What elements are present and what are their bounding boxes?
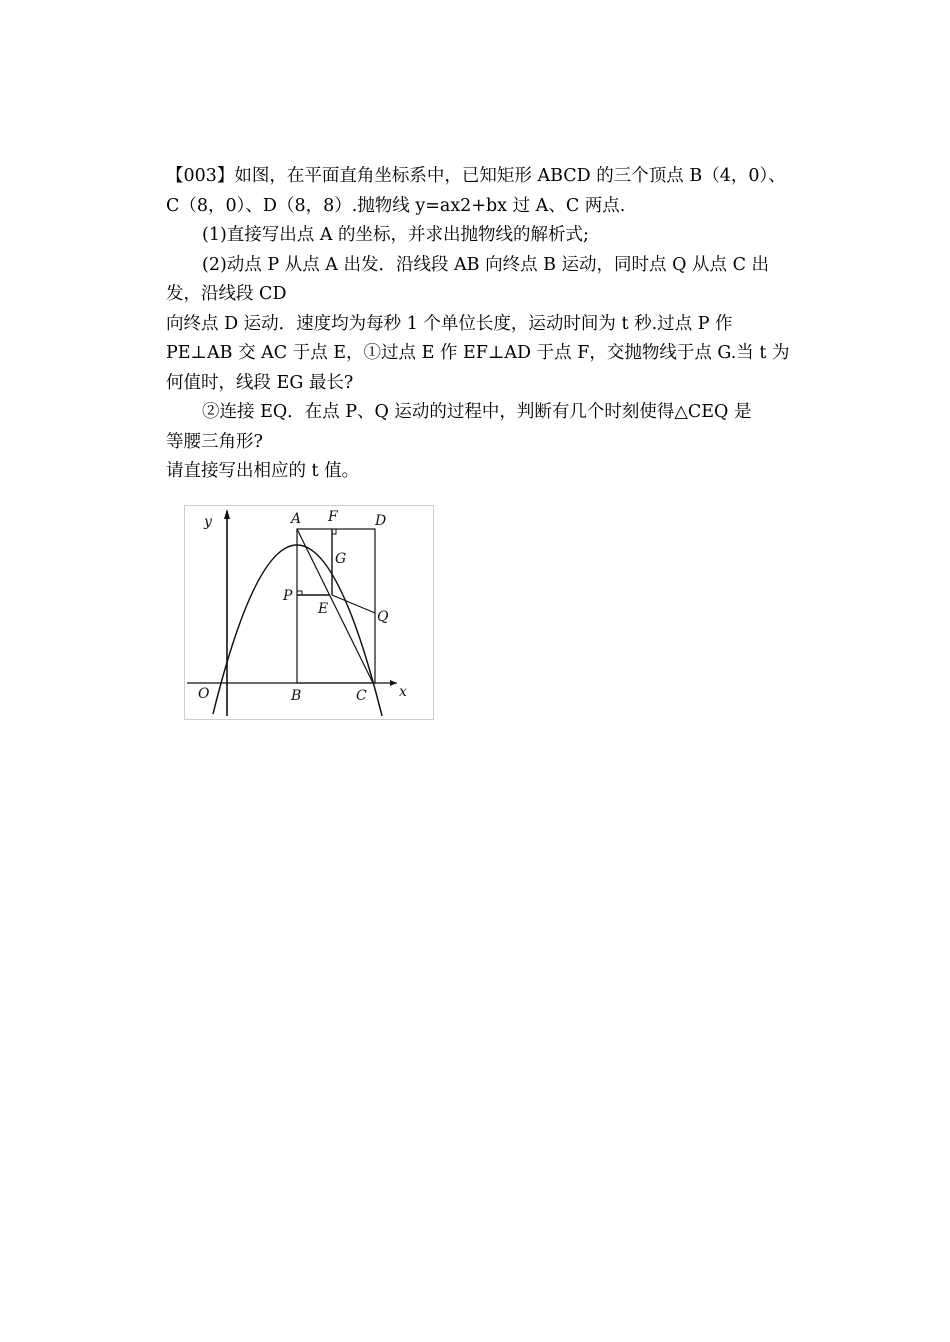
problem-line-1: 【003】如图，在平面直角坐标系中，已知矩形 ABCD 的三个顶点 B（4，0）、 — [166, 166, 786, 186]
label-e: E — [318, 601, 329, 617]
part-2-line-4: PE⊥AB 交 AC 于点 E，①过点 E 作 EF⊥AD 于点 F，交抛物线于点 G.当 t 为 — [166, 343, 790, 363]
part-1-text: (1)直接写出点 A 的坐标，并求出抛物线的解析式; — [202, 225, 589, 245]
problem-line-2: C（8，0）、D（8，8）.抛物线 y=ax2+bx 过 A、C 两点. — [166, 195, 626, 216]
part-2-line-1: (2)动点 P 从点 A 出发．沿线段 AB 向终点 B 运动，同时点 Q 从点 C 出 — [202, 254, 770, 275]
label-d: D — [375, 513, 387, 529]
y-axis-arrow — [224, 509, 230, 519]
problem-text — [166, 162, 790, 487]
x-axis-arrow — [390, 680, 397, 686]
label-f: F — [328, 509, 338, 525]
segment-eq — [332, 595, 375, 613]
part-2-line-2: 发，沿线段 CD — [166, 284, 287, 304]
label-c: C — [356, 688, 367, 704]
label-a: A — [291, 511, 302, 527]
part-2-line-5: 何值时，线段 EG 最长? — [166, 372, 354, 393]
label-b: B — [291, 688, 302, 704]
label-y: y — [204, 514, 212, 530]
part-2-line-3: 向终点 D 运动．速度均为每秒 1 个单位长度，运动时间为 t 秒.过点 P 作 — [166, 313, 733, 334]
label-q: Q — [377, 609, 389, 625]
label-x: x — [399, 684, 407, 700]
geometry-figure — [184, 505, 434, 720]
part-2-line-6: ②连接 EQ．在点 P、Q 运动的过程中，判断有几个时刻使得△CEQ 是 — [202, 402, 752, 422]
label-g: G — [335, 551, 347, 567]
part-2-line-8: 请直接写出相应的 t 值。 — [166, 461, 360, 481]
figure-svg — [185, 506, 433, 719]
label-p: P — [283, 588, 293, 604]
part-2-line-7: 等腰三角形? — [166, 431, 263, 452]
label-o: O — [198, 686, 210, 702]
